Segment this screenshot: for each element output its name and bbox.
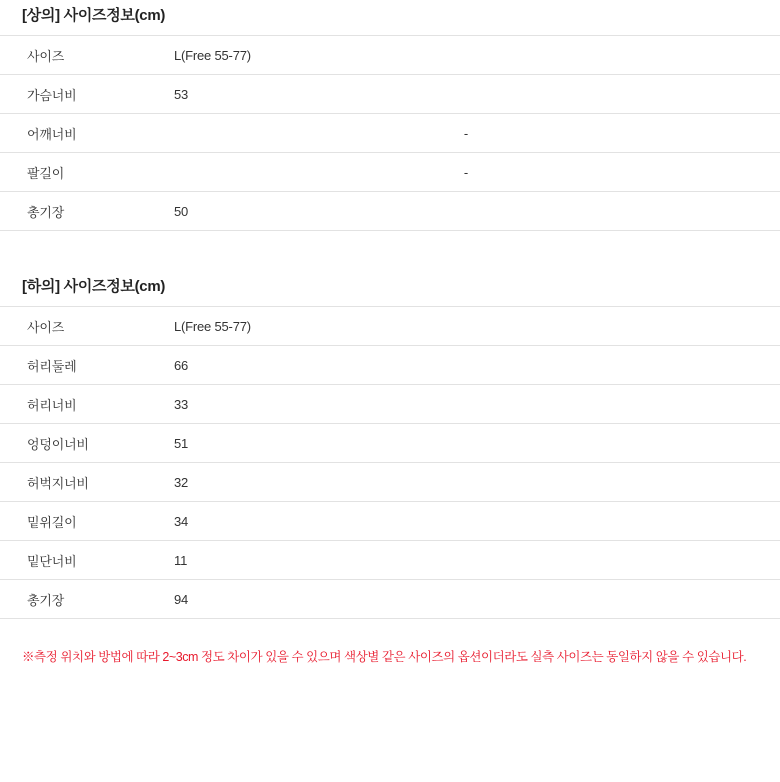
row-label: 총기장	[0, 192, 152, 231]
row-value: 53	[152, 75, 780, 114]
size-section-top	[0, 4, 780, 231]
table-row	[0, 36, 780, 75]
row-label: 가슴너비	[0, 75, 152, 114]
row-label: 허리너비	[0, 385, 152, 424]
row-value: 32	[152, 463, 780, 502]
row-value: L(Free 55-77)	[152, 36, 780, 75]
table-row	[0, 153, 780, 192]
row-label: 허벅지너비	[0, 463, 152, 502]
section-title-bottom: [하의] 사이즈정보(cm)	[22, 278, 166, 295]
row-value: -	[152, 114, 780, 153]
section-title-top: [상의] 사이즈정보(cm)	[22, 7, 166, 24]
size-section-bottom	[0, 275, 780, 619]
table-row	[0, 75, 780, 114]
row-label: 총기장	[0, 580, 152, 619]
row-label: 밑위길이	[0, 502, 152, 541]
row-value: 50	[152, 192, 780, 231]
row-label: 허리둘레	[0, 346, 152, 385]
row-label: 사이즈	[0, 36, 152, 75]
size-table-bottom	[0, 306, 780, 619]
row-value: 11	[152, 541, 780, 580]
row-value: 66	[152, 346, 780, 385]
section-gap	[0, 231, 780, 275]
table-row	[0, 580, 780, 619]
table-row	[0, 463, 780, 502]
row-label: 엉덩이너비	[0, 424, 152, 463]
table-row	[0, 307, 780, 346]
row-label: 팔길이	[0, 153, 152, 192]
table-row	[0, 385, 780, 424]
bottom-spacer	[0, 665, 780, 775]
table-row	[0, 424, 780, 463]
table-row	[0, 502, 780, 541]
row-value: 33	[152, 385, 780, 424]
row-value: L(Free 55-77)	[152, 307, 780, 346]
table-row	[0, 541, 780, 580]
table-row	[0, 114, 780, 153]
table-row	[0, 346, 780, 385]
row-value: 51	[152, 424, 780, 463]
measurement-notice: ※측정 위치와 방법에 따라 2~3cm 정도 차이가 있을 수 있으며 색상별 같은 사이즈의 옵션이더라도 실측 사이즈는 동일하지 않을 수 있습니다.	[22, 650, 747, 664]
size-table-top	[0, 35, 780, 231]
row-label: 어깨너비	[0, 114, 152, 153]
row-label: 밑단너비	[0, 541, 152, 580]
table-row	[0, 192, 780, 231]
row-value: 94	[152, 580, 780, 619]
row-label: 사이즈	[0, 307, 152, 346]
row-value: -	[152, 153, 780, 192]
row-value: 34	[152, 502, 780, 541]
